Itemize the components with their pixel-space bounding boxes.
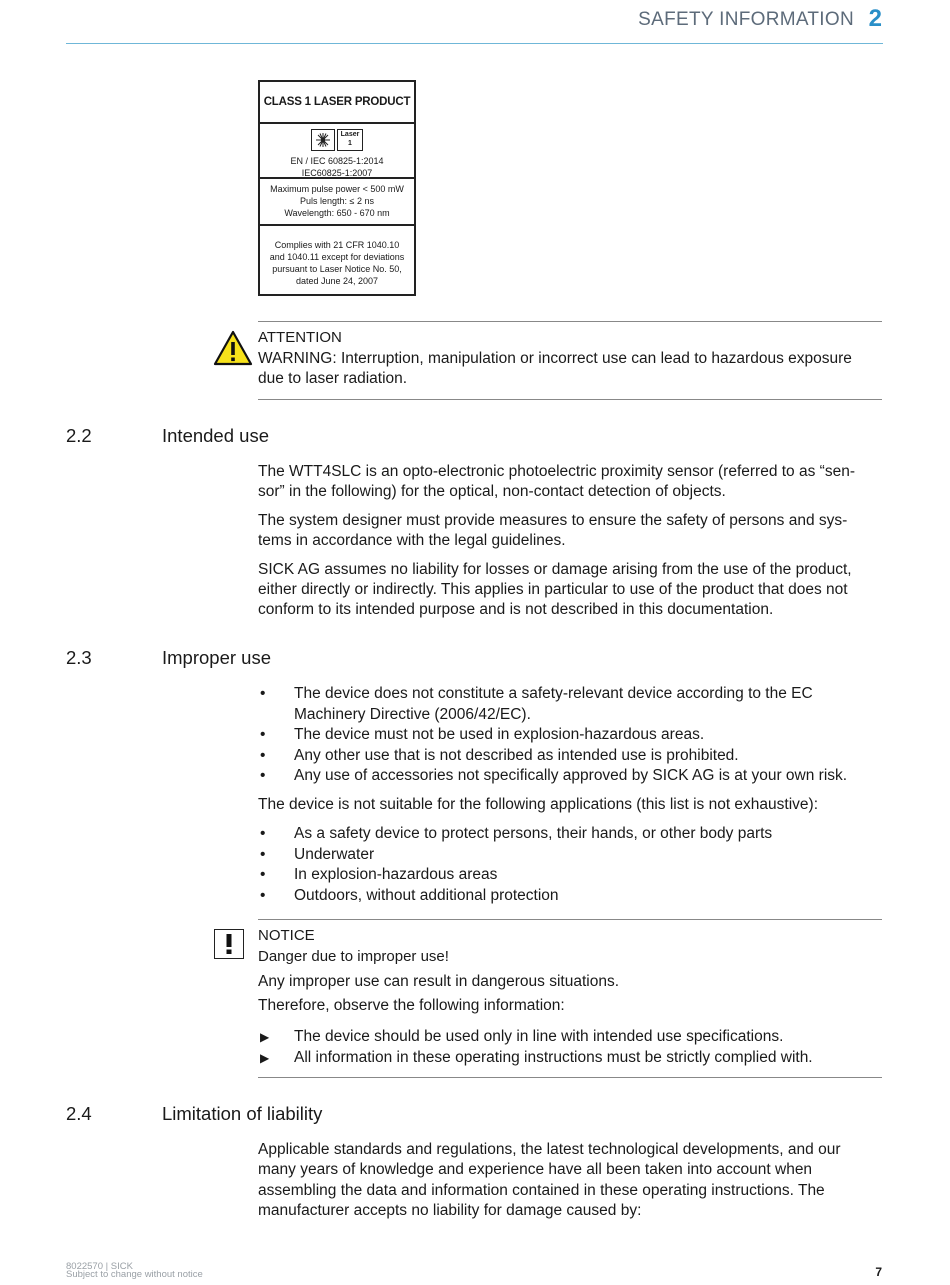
attention-title: ATTENTION <box>258 329 342 346</box>
bullet-icon: • <box>260 886 266 904</box>
list-item <box>258 746 882 767</box>
list-item-text: As a safety device to protect persons, their hands, or other body parts <box>294 825 773 842</box>
paragraph-line: The device is not suitable for the following applications (this list is not exhaustive): <box>258 796 819 813</box>
list-item <box>258 1048 882 1069</box>
laser-standard-1: EN / IEC 60825-1:2014 <box>290 156 384 166</box>
list-item <box>258 845 882 866</box>
list-item-text: Underwater <box>294 845 375 863</box>
notice-title: NOTICE <box>258 927 315 944</box>
unsuitable-applications-list <box>258 824 882 906</box>
list-item <box>258 766 882 787</box>
compliance-line: and 1040.11 except for deviations <box>269 252 405 262</box>
bullet-icon: • <box>260 866 266 883</box>
laser-class-badge: Laser 1 <box>337 129 363 151</box>
list-item <box>258 725 882 746</box>
compliance-line: dated June 24, 2007 <box>295 276 379 286</box>
list-item-text: Outdoors, without additional protection <box>294 886 559 904</box>
paragraph-line: The WTT4SLC is an opto-electronic photoelectric proximity sensor (referred to as “sen- <box>258 463 855 480</box>
laser-standard-2: IEC60825-1:2007 <box>301 168 373 178</box>
bullet-icon: • <box>260 685 266 702</box>
attention-line-1: WARNING: Interruption, manipulation or incorrect use can lead to hazardous exposure <box>258 350 852 367</box>
list-item-text: In explosion-hazardous areas <box>294 866 498 883</box>
attention-line-2: due to laser radiation. <box>258 370 408 387</box>
laser-wavelength: Wavelength: 650 - 670 nm <box>284 208 390 218</box>
page-number: 7 <box>875 1265 882 1279</box>
laser-label-icons <box>260 124 414 179</box>
laser-pulse: Puls length: ≤ 2 ns <box>300 196 374 206</box>
section-number: 2.3 <box>66 647 92 668</box>
notice-line-2: Therefore, observe the following information: <box>258 997 565 1014</box>
footer-doc-id: 8022570 | SICK <box>66 1261 133 1272</box>
list-item <box>258 1027 882 1048</box>
footer-note: Subject to change without notice <box>66 1269 203 1280</box>
laser-power: Maximum pulse power < 500 mW <box>270 184 404 194</box>
paragraph-line: assembling the data and information contained in these operating instructions. The <box>258 1182 825 1199</box>
header-divider <box>66 43 883 44</box>
bullet-icon: • <box>260 845 266 863</box>
paragraph-line: Applicable standards and regulations, the latest technological developments, and our <box>258 1141 841 1158</box>
warning-triangle-icon <box>213 330 253 371</box>
notice-top-rule <box>258 919 882 920</box>
section-title: Intended use <box>162 425 269 446</box>
laser-class-label <box>258 80 416 296</box>
list-item <box>258 824 882 845</box>
notice-steps <box>258 1027 882 1068</box>
section-number: 2.2 <box>66 425 92 446</box>
step-arrow-icon: ▶ <box>260 1050 270 1065</box>
compliance-line: pursuant to Laser Notice No. 50, <box>272 264 402 274</box>
paragraph-line: manufacturer accepts no liability for damage caused by: <box>258 1202 642 1219</box>
section-title: Limitation of liability <box>162 1103 323 1124</box>
paragraph-line: many years of knowledge and experience have all been taken into account when <box>258 1161 813 1178</box>
list-item-text: The device does not constitute a safety-relevant device according to the EC <box>294 685 813 702</box>
attention-bottom-rule <box>258 399 882 400</box>
laser-label-title: CLASS 1 LASER PRODUCT <box>260 82 414 124</box>
notice-line-1: Any improper use can result in dangerous situations. <box>258 973 620 990</box>
list-item-text: The device must not be used in explosion-hazardous areas. <box>294 726 705 743</box>
list-item-text: All information in these operating instructions must be strictly complied with. <box>294 1048 813 1066</box>
notice-subtitle: Danger due to improper use! <box>258 948 449 965</box>
list-item-text: The device should be used only in line with intended use specifications. <box>294 1028 784 1045</box>
attention-top-rule <box>258 321 882 322</box>
list-item <box>258 684 882 725</box>
list-item <box>258 886 882 907</box>
paragraph-line: sor” in the following) for the optical, non-contact detection of objects. <box>258 483 726 500</box>
compliance-line: Complies with 21 CFR 1040.10 <box>274 240 400 250</box>
section-number: 2.4 <box>66 1103 92 1124</box>
bullet-icon: • <box>260 767 266 784</box>
laser-starburst-icon <box>311 129 335 151</box>
bullet-icon: • <box>260 746 266 764</box>
exclamation-box-icon <box>214 929 244 959</box>
paragraph-line: The system designer must provide measures to ensure the safety of persons and sys- <box>258 512 848 529</box>
laser-specs <box>260 179 414 226</box>
section-title: Improper use <box>162 647 271 668</box>
paragraph-line: SICK AG assumes no liability for losses or damage arising from the use of the product, <box>258 561 852 578</box>
bullet-icon: • <box>260 726 266 743</box>
chapter-number: 2 <box>868 5 882 32</box>
list-item-text: Any other use that is not described as intended use is prohibited. <box>294 746 739 764</box>
step-arrow-icon: ▶ <box>260 1030 270 1044</box>
laser-compliance <box>260 226 414 294</box>
header-title: SAFETY INFORMATION <box>638 9 854 30</box>
list-item-text: Any use of accessories not specifically approved by SICK AG is at your own risk. <box>294 767 848 784</box>
list-item <box>258 865 882 886</box>
notice-bottom-rule <box>258 1077 882 1078</box>
paragraph-line: conform to its intended purpose and is not described in this documentation. <box>258 601 774 618</box>
paragraph-line: tems in accordance with the legal guidelines. <box>258 532 566 549</box>
paragraph-line: either directly or indirectly. This applies in particular to use of the product that does not <box>258 581 848 598</box>
list-item-text: Machinery Directive (2006/42/EC). <box>294 705 531 723</box>
bullet-icon: • <box>260 825 266 842</box>
improper-use-list <box>258 684 882 787</box>
